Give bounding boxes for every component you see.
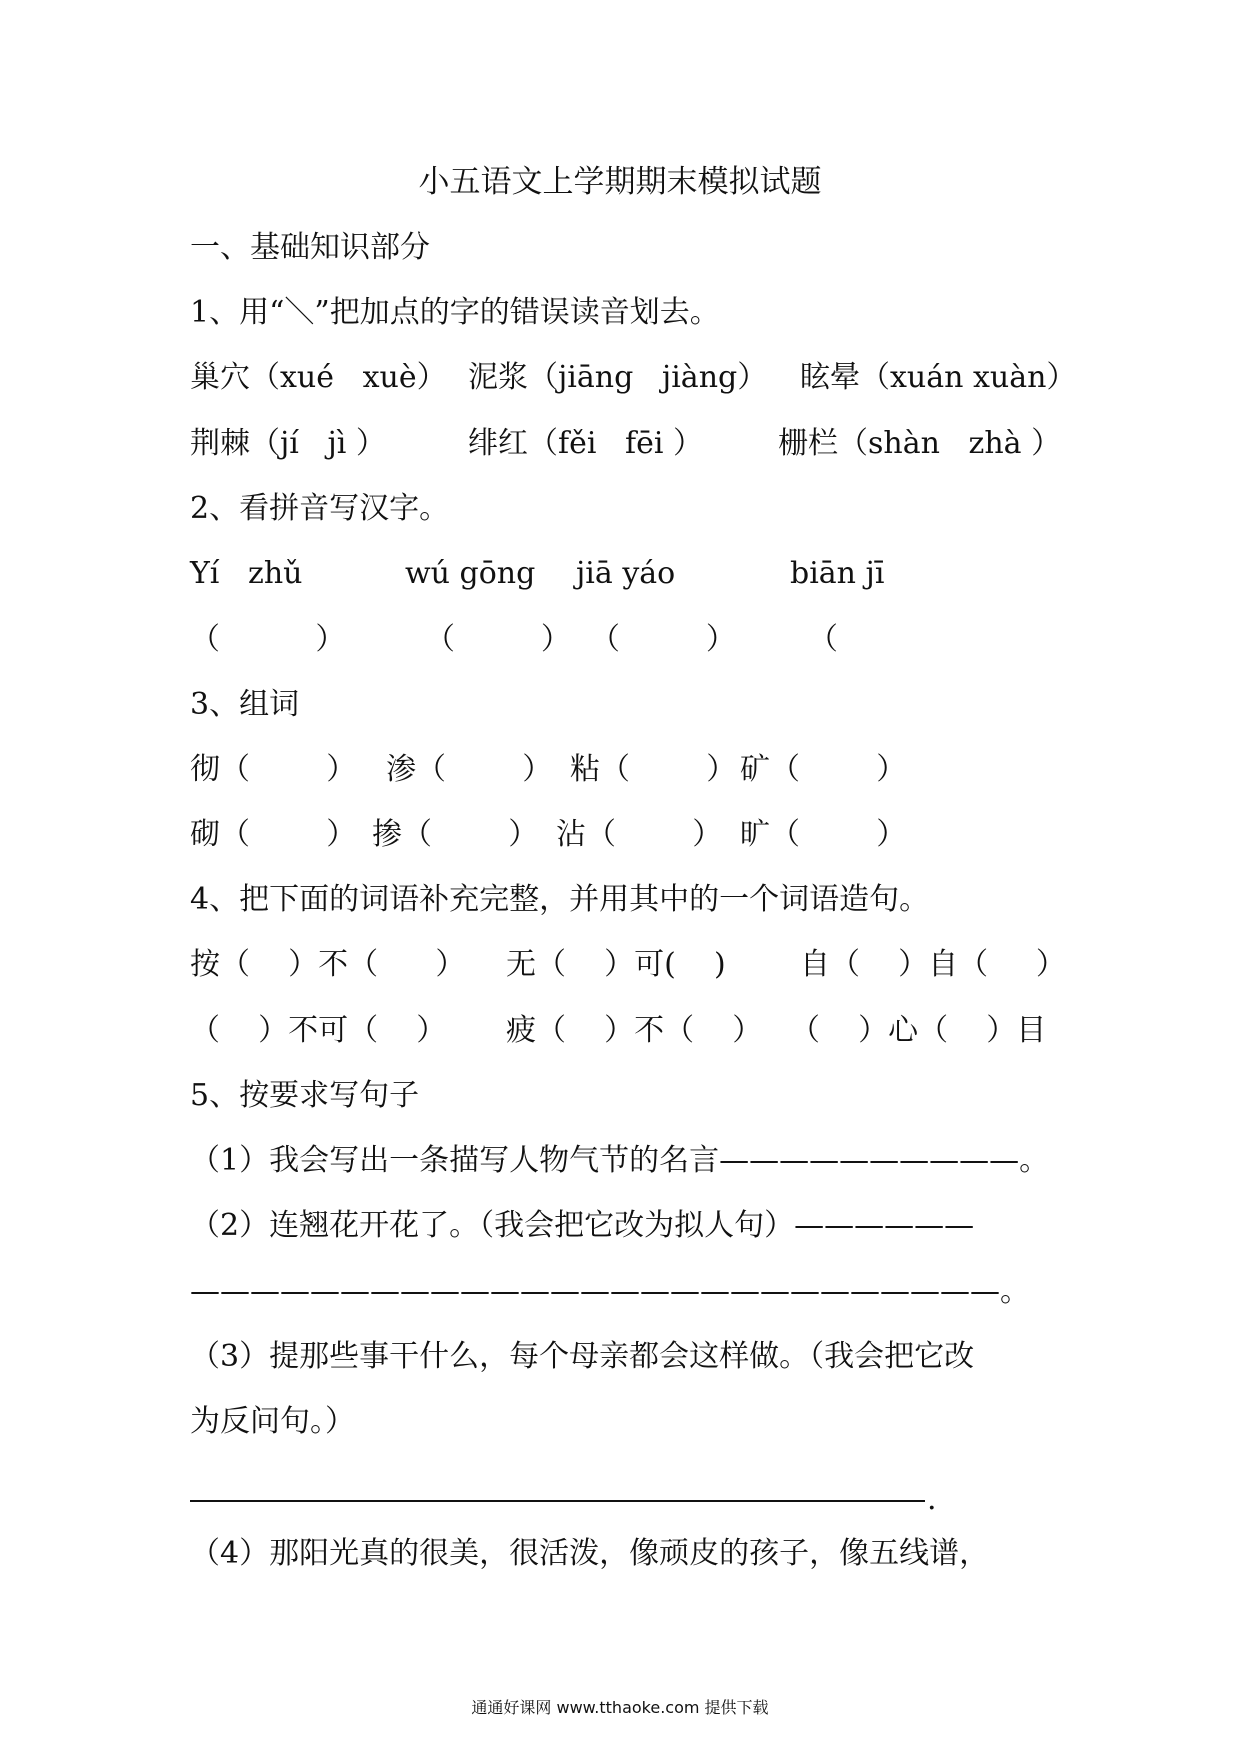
- q1-item: 栅栏（shàn zhà ）: [778, 426, 1062, 461]
- q5-sentence-3: （3）提那些事干什么，每个母亲都会这样做。（我会把它改: [190, 1339, 975, 1374]
- q4-instruction: 4、把下面的词语补充完整，并用其中的一个词语造句。: [190, 882, 930, 917]
- q2-blank: （ ）: [590, 622, 736, 657]
- page-title: 小五语文上学期期末模拟试题: [418, 164, 822, 200]
- q5-sentence-3-cont: 为反问句。）: [190, 1404, 355, 1439]
- q4-item: 疲（ ）不（ ）: [506, 1013, 763, 1048]
- answer-line-period: .: [927, 1482, 937, 1517]
- q5-sentence-4: （4）那阳光真的很美，很活泼，像顽皮的孩子，像五线谱，: [190, 1536, 990, 1571]
- q3-item: 掺（ ）: [372, 817, 539, 852]
- q2-blank: （: [808, 622, 838, 657]
- q3-instruction: 3、组词: [190, 687, 300, 722]
- q2-pinyin: Yí zhǔ: [190, 556, 303, 591]
- section-heading: 一、基础知识部分: [190, 230, 430, 265]
- q5-instruction: 5、按要求写句子: [190, 1078, 420, 1113]
- q1-instruction: 1、用“＼”把加点的字的错误读音划去。: [190, 295, 720, 330]
- q4-item: （ ）心（ ）目: [790, 1013, 1047, 1048]
- q1-item: 泥浆（jiāng jiàng）: [468, 360, 768, 395]
- q3-item: 粘（ ）: [570, 752, 737, 787]
- q1-item: 荆棘（jí jì ）: [190, 426, 386, 461]
- q4-item: 无（ ）可( ): [506, 947, 726, 982]
- q4-item: 自（ ）自（ ）: [800, 947, 1066, 982]
- q3-item: 彻（ ）: [190, 752, 357, 787]
- q2-instruction: 2、看拼音写汉字。: [190, 491, 450, 526]
- q3-item: 旷（ ）: [740, 817, 907, 852]
- footer-credit: 通通好课网 www.tthaoke.com 提供下载: [471, 1698, 769, 1717]
- q2-blank: （ ）: [425, 622, 571, 657]
- q5-sentence-2-blank: ———————————————————————————。: [190, 1274, 1030, 1309]
- q2-blank: （ ）: [190, 622, 346, 657]
- q5-sentence-1: （1）我会写出一条描写人物气节的名言——————————。: [190, 1143, 1050, 1178]
- q1-item: 巢穴（xué xuè）: [190, 360, 447, 395]
- q2-pinyin: biān jī: [790, 556, 885, 591]
- q1-item: 绯红（fěi fēi ）: [468, 426, 704, 461]
- q5-sentence-2: （2）连翘花开花了。（我会把它改为拟人句）——————: [190, 1208, 975, 1243]
- q3-item: 渗（ ）: [386, 752, 553, 787]
- q3-item: 砌（ ）: [190, 817, 357, 852]
- q2-pinyin: wú gōng: [405, 556, 536, 591]
- q1-item: 眩晕（xuán xuàn）: [800, 360, 1077, 395]
- answer-line: [190, 1500, 925, 1502]
- q3-item: 矿（ ）: [740, 752, 907, 787]
- q4-item: （ ）不可（ ）: [190, 1013, 447, 1048]
- q3-item: 沾（ ）: [556, 817, 723, 852]
- q4-item: 按（ ）不（ ）: [190, 947, 466, 982]
- q2-pinyin: jiā yáo: [576, 556, 676, 591]
